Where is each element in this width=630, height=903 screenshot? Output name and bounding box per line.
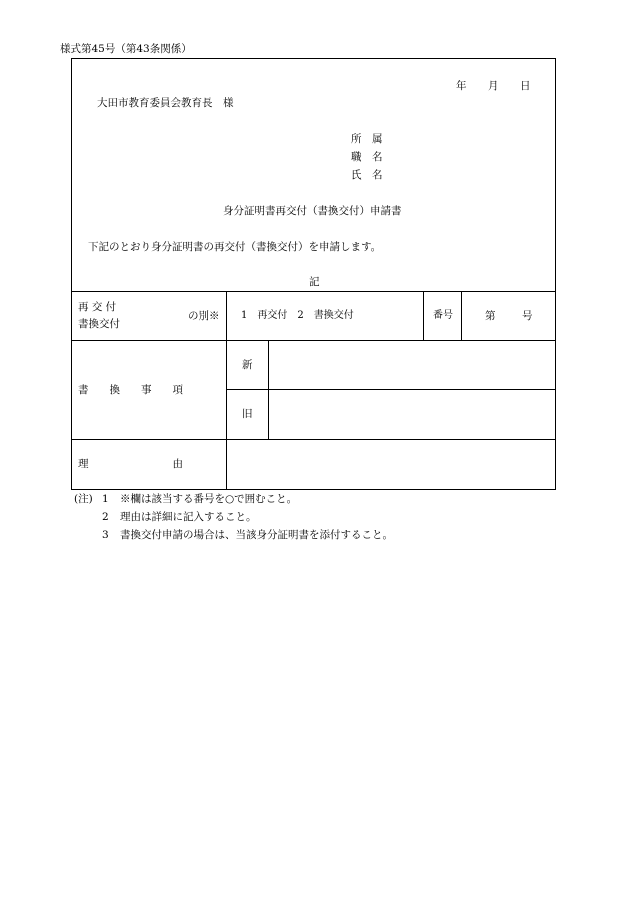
note-3-text: 書換交付申請の場合は、当該身分証明書を添付すること。 <box>120 529 393 541</box>
reason-label: 理 由 <box>78 458 183 470</box>
form-title: 身分証明書再交付（書換交付）申請書 <box>223 205 402 217</box>
note-1-text: ※欄は該当する番号を○で囲むこと。 <box>120 493 298 505</box>
applicant-affiliation: 所 属 <box>351 133 383 145</box>
date-day: 日 <box>520 80 531 92</box>
date-month: 月 <box>488 80 499 92</box>
table-top-line <box>71 291 556 292</box>
frame-left <box>71 58 72 490</box>
change-label: 書 換 事 項 <box>78 384 183 396</box>
change-new-label: 新 <box>242 359 253 371</box>
row2-bottom-line <box>71 439 556 440</box>
number-label: 番号 <box>433 310 453 321</box>
addressee: 大田市教育委員会教育長 様 <box>97 97 234 109</box>
ki-label: 記 <box>309 276 320 288</box>
frame-top <box>71 58 556 59</box>
applicant-name: 氏 名 <box>351 169 383 181</box>
new-old-column-line <box>268 340 269 440</box>
statement: 下記のとおり身分証明書の再交付（書換交付）を申請します。 <box>88 241 382 253</box>
note-3-num: 3 <box>102 529 109 541</box>
row1-bottom-line <box>71 340 556 341</box>
notes-prefix: (注) <box>74 493 93 505</box>
type-options: 1 再交付 2 書換交付 <box>241 310 354 321</box>
number-value-left-line <box>461 291 462 341</box>
applicant-position: 職 名 <box>351 151 383 163</box>
new-old-divider <box>226 389 556 390</box>
note-2-num: 2 <box>102 511 109 523</box>
number-value-prefix: 第 <box>485 310 496 322</box>
note-1-num: 1 <box>102 493 109 505</box>
label-column-divider <box>226 291 227 490</box>
date-year: 年 <box>456 80 467 92</box>
form-number: 様式第45号（第43条関係） <box>60 43 192 55</box>
number-value-suffix: 号 <box>522 310 533 322</box>
frame-right <box>555 58 556 490</box>
note-2-text: 理由は詳細に記入すること。 <box>120 511 257 523</box>
type-label-suffix: の別※ <box>188 310 220 322</box>
number-label-left-line <box>423 291 424 341</box>
type-label-line1: 再 交 付 <box>78 301 117 313</box>
type-label-line2: 書換交付 <box>78 318 120 330</box>
frame-bottom <box>71 489 556 490</box>
change-old-label: 旧 <box>242 408 253 420</box>
